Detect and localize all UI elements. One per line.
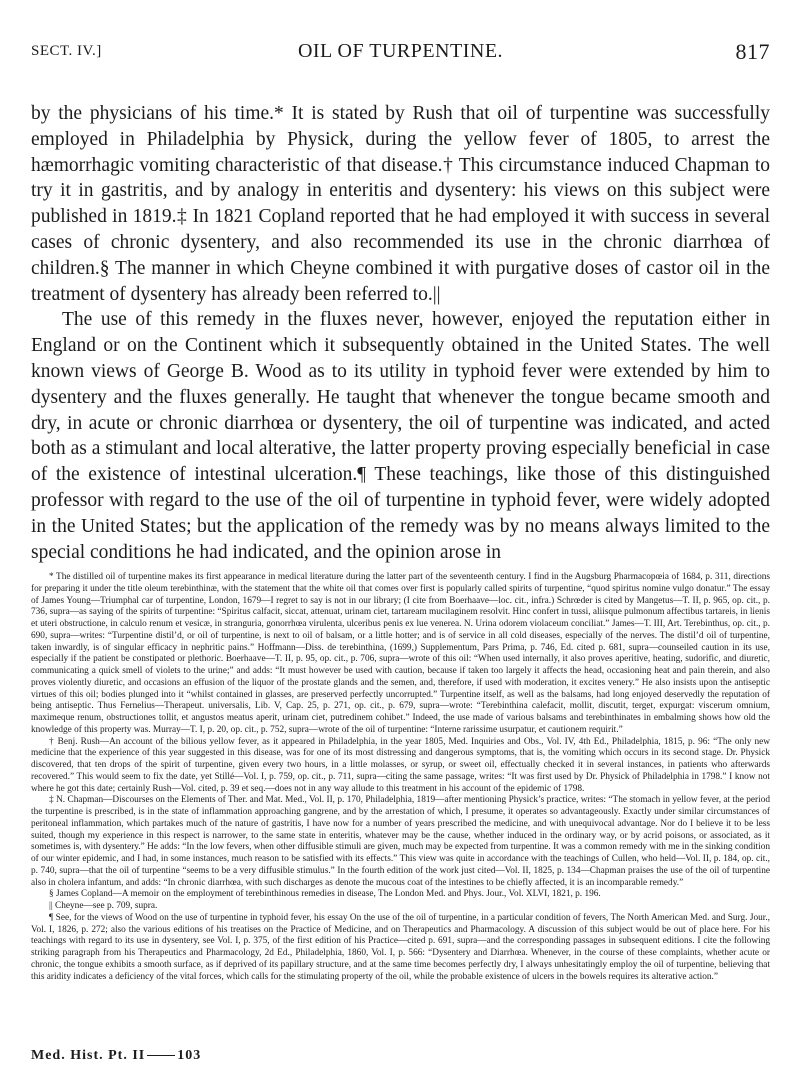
running-header [31, 40, 770, 64]
signature-rule [147, 1055, 175, 1056]
section-label: SECT. IV.] [31, 43, 102, 59]
signature-number: 103 [177, 1048, 202, 1063]
running-title: OIL OF TURPENTINE. [297, 40, 504, 62]
footnote: ‡ N. Chapman—Discourses on the Elements of Ther. and Mat. Med., Vol. II, p. 170, Philadelphia, 1819—after mentioning Physick’s practice, writes: “The stomach in yellow fever, at the period the turpentine is prescribed, is in the state of inflammation approaching gangrene, and by the arrestation of which, I presume, it operates so advantageously. Exactly under similar circumstances of peritoneal inflammation, which partakes much of the nature of gastritis, I have now for a number of years prescribed the medicine, and with unequivocal advantage. Nor do I believe it to be less suited, though my experience in this respect is narrower, to the same state in enteritis, whatever may be the cause, whether induced in the ordinary way, or by acrid poisons, or associated, as it sometimes is, with dysentery.” He adds: “In the low fevers, when other diffusible stimuli are given, much may be expected from turpentine. It was a common remedy with me in the sinking condition of our winter epidemic, and I had, in some instances, much reason to be satisfied with its effects.” This view was quite in accordance with the teachings of Cullen, who held—Vol. II, p. 184, op. cit., p. 740, supra—that the oil of turpentine “seems to be a very diffusible stimulus.” In the fourth edition of the work just cited—Vol. II, 1825, p. 134—Chapman praises the use of the oil of turpentine also in cholera infantum, and adds: “In chronic diarrhœa, with such discharges as denote the mucous coat of the intestines to be chiefly affected, it is an incomparable remedy.” [31, 795, 770, 888]
body-paragraph: by the physicians of his time.* It is stated by Rush that oil of turpentine was successfully employed in Philadelphia by Physick, during the yellow fever of 1805, to arrest the hæmorrhagic vomiting characteristic of that disease.† This circumstance induced Chapman to try it in gastritis, and by analogy in enteritis and dysentery: his views on this subject were published in 1819.‡ In 1821 Copland reported that he had employed it with success in several cases of chronic dysentery, and also recommended its use in the chronic diarrhœa of children.§ The manner in which Cheyne combined it with purgative doses of castor oil in the treatment of dysentery has already been referred to.|| [31, 103, 770, 305]
signature-text: Med. Hist. Pt. II [31, 1048, 146, 1063]
signature-mark [31, 1048, 201, 1064]
main-text [31, 101, 770, 565]
footnote: § James Copland—A memoir on the employment of terebinthinous remedies in disease, The London Med. and Phys. Jour., Vol. XLVI, 1821, p. 196. [49, 889, 601, 900]
footnote: || Cheyne—see p. 709, supra. [49, 901, 158, 911]
footnote: * The distilled oil of turpentine makes its first appearance in medical literature during the latter part of the seventeenth century. I find in the Augsburg Pharmacopœia of 1684, p. 311, directions for preparing it under the title oleum terebinthinæ, with the statement that the white oil that comes over first is popularly called spirits of turpentine, “quod spiritus nomine vulgo donatur.” The essay of James Young—Triumphal car of turpentine, London, 1679—I regret to say is not in our library; (I cite from Boerhaave—loc. cit., infra.) Schrœder is cited by Mangetus—T. II, p. 965, op. cit., p. 736, supra—as saying of the spirits of turpentine: “Spiritus calfacit, siccat, attenuat, urinam ciet, tartaream mucilaginem resolvit. Hinc confert in tussi, aliisque pulmonum affectibus tartareis, in lienis et uteri obstructione, in calculo renum et vesicæ, in stranguria, gonorrhœa virulenta, ulceribus penis ex lue venerea. N. Urina odorem violaceum conciliat.” James—T. III, Art. Terebinthus, op. cit., p. 690, supra—writes: “Turpentine distil’d, or oil of turpentine, is next to oil of balsam, or a little hotter; and is of service in all cold diseases, especially of the nerves. The distil’d oil of turpentine, taken inwardly, is of singular efficacy in nephritic pains.” Hoffmann—Diss. de terebinthina, (1699,) Supplementum, Pars Prima, p. 746, Ed. cited p. 681, supra—counseiled caution in its use, especially if the patient be constipated or plethoric. Boerhaave—T. II, p. 95, op. cit., p. 706, supra—wrote of this oil: “When used internally, it also proves aperitive, heating, sudorific, and diuretic, communicating a quick smell of violets to the urine;” and adds: “It must however be used with caution, because if taken too largely it affects the head, occasioning heat and pain therein, and also proves violently diuretic, and occasions an effusion of the liquor of the prostate glands and the semen, and, therefore, if used with moderation, it excites venery.” He also insists upon the antiseptic virtues of this oil; bodies plunged into it “whilst contained in glasses, are preserved perfectly uncorrupted.” Turpentine itself, as well as the balsams, had long enjoyed deservedly the reputation of being antiseptic. Thus Fernelius—Therapeut. universalis, Lib. V, Cap. 25, p. 271, op. cit., p. 679, supra—wrote: “Terebinthina calefacit, mollit, discutit, terget, expurgat: viscerum omnium, maximeque renum, obstructiones tollit, et angustos meatus aperit, urinam ciet, putredinem cohibet.” Indeed, the use made of various balsams and terebinthinates in embalming shows how old the knowledge of this property was. Murray—T. I, p. 20, op. cit., p. 752, supra—wrote of the oil of turpentine: “Interne rarissime usurpatur, et cautionem requirit.” [31, 572, 770, 735]
body-paragraph: The use of this remedy in the fluxes never, however, enjoyed the reputation either in England or on the Continent which it subsequently obtained in the United States. The well known views of George B. Wood as to its utility in typhoid fever were extended by him to dysentery and the fluxes generally. He taught that whenever the tongue became smooth and dry, in acute or chronic diarrhœa or dysentery, the oil of turpentine was indicated, and acted both as a stimulant and local alterative, the latter property proving especially beneficial in case of the existence of intestinal ulceration.¶ These teachings, like those of this distinguished professor with regard to the use of the oil of turpentine in typhoid fever, were widely adopted in the United States; but the application of the remedy was by no means always limited to the special conditions he had indicated, and the opinion arose in [31, 309, 770, 563]
page-number: 817 [735, 39, 770, 64]
footnotes [31, 572, 770, 983]
footnote: ¶ See, for the views of Wood on the use of turpentine in typhoid fever, his essay On the use of the oil of turpentine, in a particular condition of fevers, The North American Med. and Surg. Jour., Vol. I, 1826, p. 272; also the various editions of his treatises on the Practice of Medicine, and on Therapeutics and Pharmacology. A discussion of this subject would be out of place here. For his teachings with regard to its use in dysentery, see Vol. I, p. 375, of the first edition of his Practice—cited p. 691, supra—and the corresponding passages in subsequent editions. I cite the following striking paragraph from his Therapeutics and Pharmacology, 2d Ed., Philadelphia, 1860, Vol. I, p. 566: “Dysentery and Diarrhœa. Whenever, in the course of these complaints, whether acute or chronic, the tongue exhibits a smooth surface, as if deprived of its papillary structure, and at the same time becomes perfectly dry, I always unhesitatingly employ the oil of turpentine, believing that this aridity indicates a deficiency of the vital forces, which calls for the stimulating property of the oil, while the probable existence of ulcers in the bowels requires its alterative action.” [31, 912, 770, 982]
footnote: † Benj. Rush—An account of the bilious yellow fever, as it appeared in Philadelphia, in the year 1805, Med. Inquiries and Obs., Vol. IV, 4th Ed., Philadelphia, 1815, p. 96: “The only new medicine that the experience of this year suggested in this disease, was for one of its most distressing and dangerous symptoms, that is, the vomiting which occurs in its second stage. Dr. Physick discovered, that ten drops of the spirit of turpentine, given every two hours, in a little molasses, or syrup, or sweet oil, effectually checked it in several instances, in patients who afterwards recovered.” This would seem to fix the date, yet Stillé—Vol. I, p. 759, op. cit., p. 711, supra—citing the same passage, writes: “It was first used by Dr. Physick of Philadelphia in 1798.” I know not where he got this date; certainly Rush—Vol. cited, p. 39 et seq.—does not in any way allude to this treatment in his account of the epidemic of 1798. [31, 736, 770, 794]
